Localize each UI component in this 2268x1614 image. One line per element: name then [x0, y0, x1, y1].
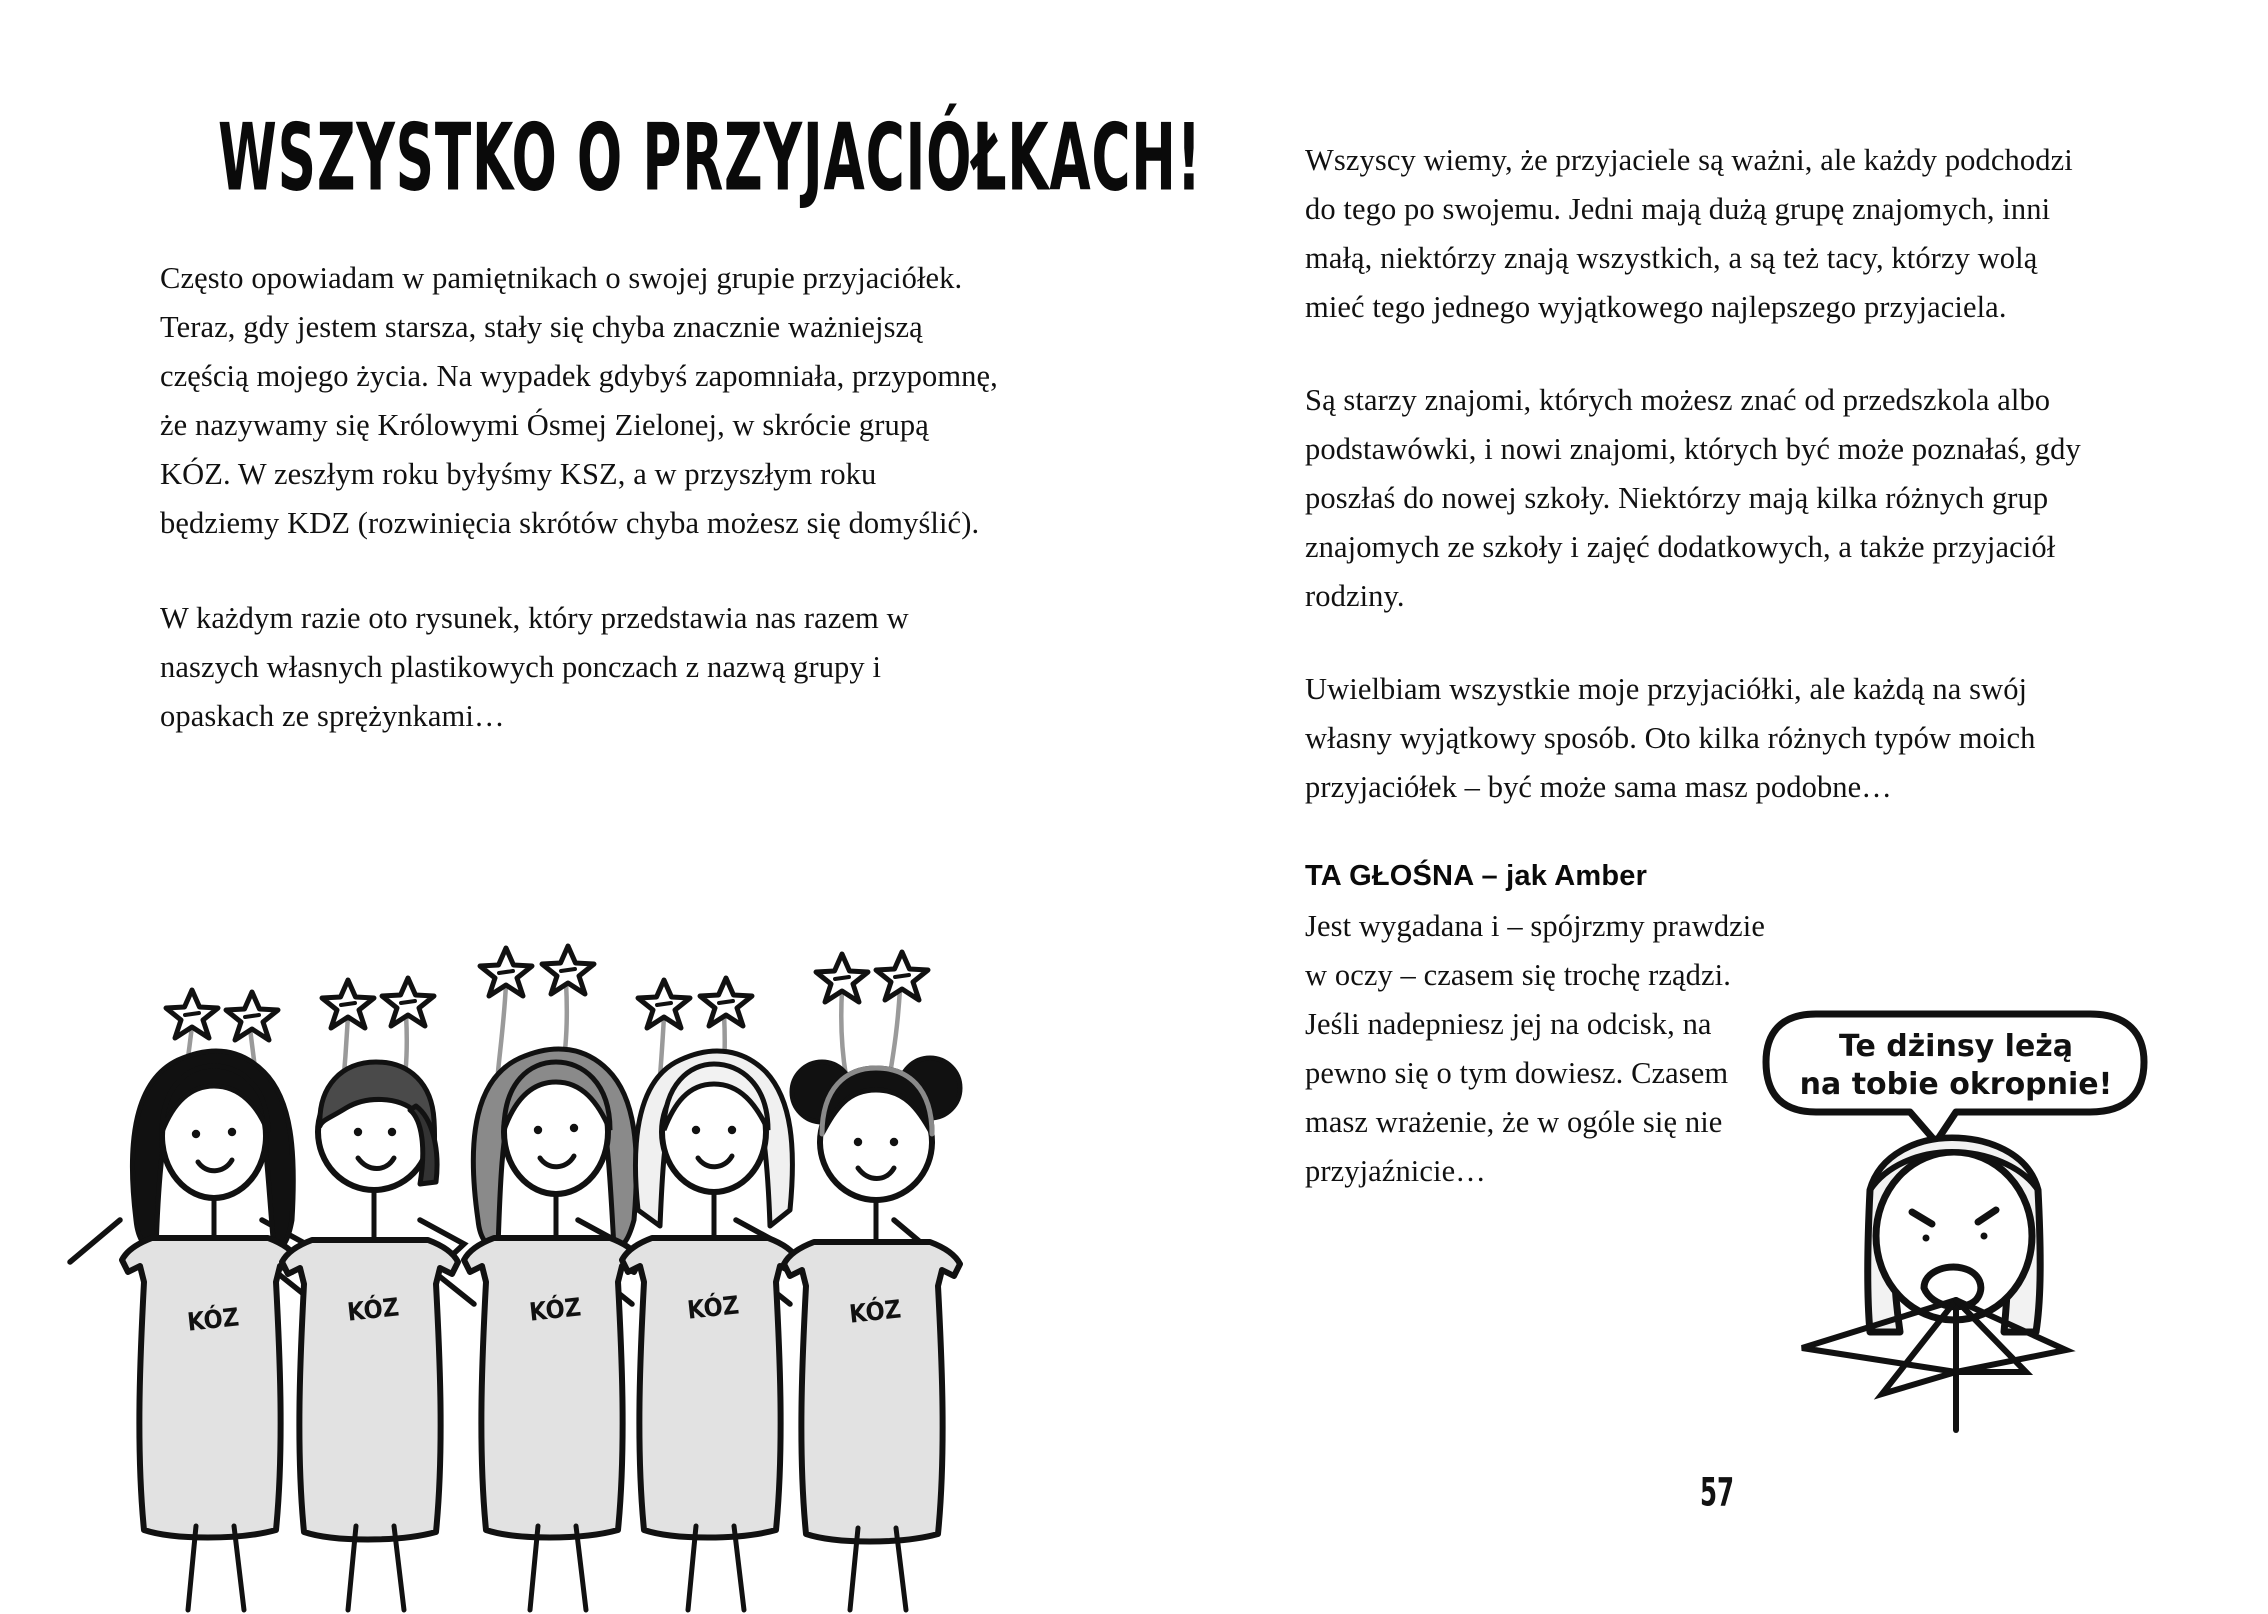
subsection-body: Jest wygadana i – spójrzmy prawdzie w oczy – czasem się trochę rządzi. Jeśli nadepniesz jej na odcisk, na pewno się o tym dowiesz. Czasem masz wrażenie, że w ogóle się nie przyjaźnicie… — [1305, 909, 1766, 1188]
poncho-label: KÓZ — [847, 1294, 903, 1329]
loud-girl-head — [1802, 1138, 2066, 1430]
poncho-label: KÓZ — [345, 1292, 401, 1327]
speech-bubble-line-2: na tobie okropnie! — [1799, 1067, 2113, 1102]
friend-figure-5 — [784, 952, 960, 1610]
poncho-label: KÓZ — [527, 1292, 583, 1327]
left-paragraph-2: W każdym razie oto rysunek, który przedstawia nas razem w naszych własnych plastikowych ponczach z nazwą grupy i opaskach ze sprężynkami… — [160, 601, 909, 733]
speech-bubble — [1766, 1014, 2144, 1142]
poncho-label: KÓZ — [185, 1302, 241, 1337]
friend-figure-3 — [464, 946, 640, 1610]
right-paragraph-3: Uwielbiam wszystkie moje przyjaciółki, ale każdą na swój własny wyjątkowy sposób. Oto kilka różnych typów moich przyjaciółek – być może sama masz podobne… — [1305, 672, 2036, 804]
page-number: 57 — [1700, 1470, 1735, 1516]
right-paragraph-1: Wszyscy wiemy, że przyjaciele są ważni, ale każdy podchodzi do tego po swojemu. Jedni mają dużą grupę znajomych, inni małą, niektórzy znają wszystkich, a są też tacy, którzy wolą mieć tego jednego wyjątkowego najlepszego przyjaciela. — [1305, 143, 2073, 324]
poncho-label: KÓZ — [685, 1290, 741, 1325]
friend-figure-1 — [122, 990, 298, 1610]
left-paragraph-1: Często opowiadam w pamiętnikach o swojej grupie przyjaciółek. Teraz, gdy jestem starsza, stały się chyba znacznie ważniejszą częścią mojego życia. Na wypadek gdybyś zapomniała, przypomnę, że nazywamy się Królowymi Ósmej Zielonej, w skrócie grupą KÓZ. W zeszłym roku byłyśmy KSZ, a w przyszłym roku będziemy KDZ (rozwinięcia skrótów chyba możesz się domyślić). — [160, 261, 998, 540]
group-of-friends-illustration — [80, 920, 1020, 1560]
friend-figure-4 — [622, 978, 798, 1610]
speech-bubble-line-1: Te dżinsy leżą — [1838, 1029, 2074, 1064]
page-title: WSZYSTKO O PRZYJACIÓŁKACH! — [218, 103, 1202, 212]
subsection-heading: TA GŁOŚNA – jak Amber — [1305, 860, 1648, 892]
loud-friend-illustration — [1760, 1000, 2160, 1460]
friend-figure-2 — [282, 978, 458, 1610]
right-paragraph-2: Są starzy znajomi, których możesz znać od przedszkola albo podstawówki, i nowi znajomi, których być może poznałaś, gdy poszłaś do nowej szkoły. Niektórzy mają kilka różnych grup znajomych ze szkoły i zajęć dodatkowych, a także przyjaciół rodziny. — [1305, 383, 2081, 613]
left-text-column — [160, 103, 1202, 741]
